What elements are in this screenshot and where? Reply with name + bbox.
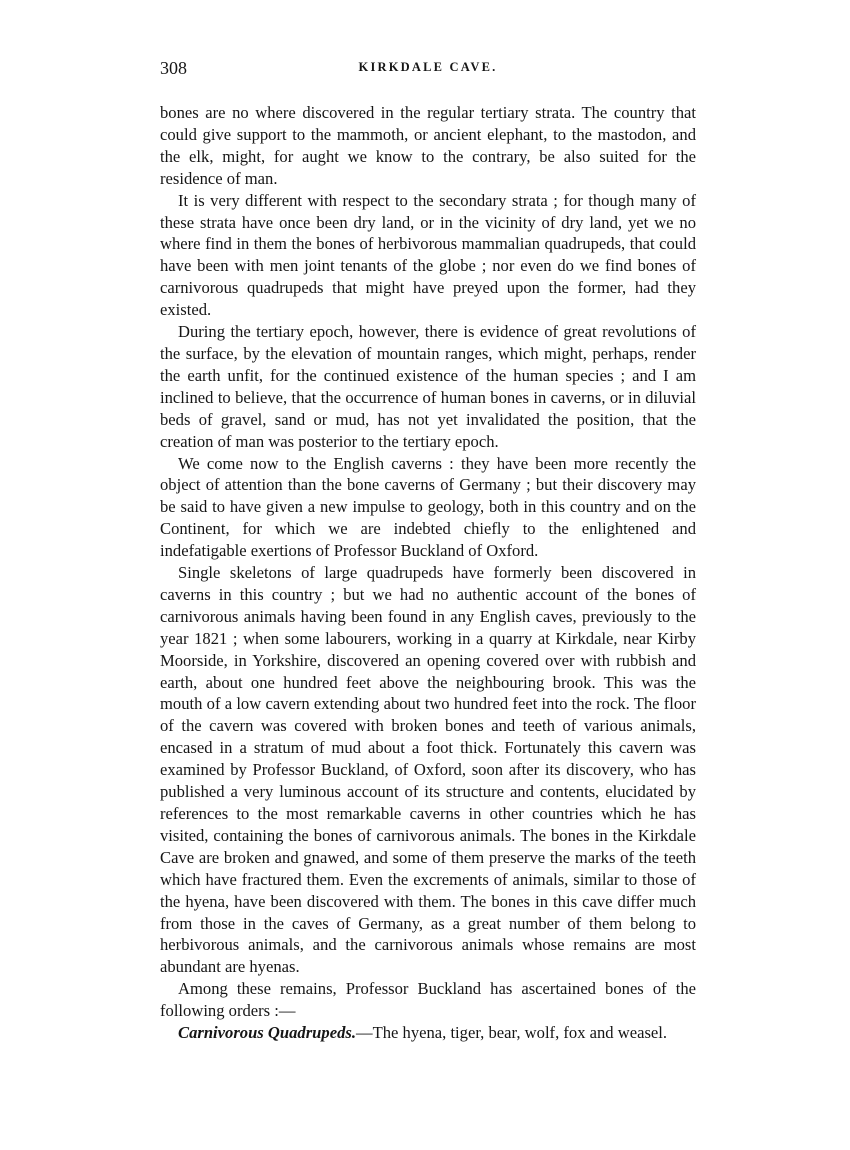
section-heading: Carnivorous Quadrupeds. xyxy=(178,1023,356,1043)
final-paragraph-text: —The hyena, tiger, bear, wolf, fox and weasel. xyxy=(355,1023,668,1043)
book-page xyxy=(160,58,696,1044)
page-header xyxy=(160,58,696,88)
paragraph: We come now to the English caverns : they have been more recently the object of attention than the bone caverns of Germany ; but their discovery may be said to have given a new impulse to geology, both in this country and on the Continent, for which we are indebted chiefly to the enlightened and indefatigable exertions of Professor Buckland of Oxford. xyxy=(160,453,696,561)
paragraph: During the tertiary epoch, however, there is evidence of great revolutions of the surface, by the elevation of mountain ranges, which might, perhaps, render the earth unfit, for the continued existence of the human species ; and I am inclined to believe, that the occurrence of human bones in caverns, or in diluvial beds of gravel, sand or mud, has not yet invalidated the position, that the creation of man was posterior to the tertiary epoch. xyxy=(160,322,696,451)
paragraph: Single skeletons of large quadrupeds have formerly been discovered in caverns in this country ; but we had no authentic account of the bones of carnivorous animals having been found in any English caves, previously to the year 1821 ; when some labourers, working in a quarry at Kirkdale, near Kirby Moorside, in Yorkshire, discovered an opening covered over with rubbish and earth, about one hundred feet above the neighbouring brook. This was the mouth of a low cavern extending about two hundred feet into the rock. The floor of the cavern was covered with broken bones and teeth of various animals, encased in a stratum of mud about a foot thick. Fortunately this cavern was examined by Professor Buckland, of Oxford, soon after its discovery, who has published a very luminous account of its structure and contents, elucidated by references to the most remarkable caverns in other countries which he has visited, containing the bones of carnivorous animals. The bones in the Kirkdale Cave are broken and gnawed, and some of them preserve the marks of the teeth which have fractured them. Even the excrements of animals, similar to those of the hyena, have been discovered with them. The bones in this cave differ much from those in the caves of Germany, as a great number of them belong to herbivorous animals, and the carnivorous animals whose remains are most abundant are hyenas. xyxy=(160,563,696,977)
paragraph: Among these remains, Professor Buckland has ascertained bones of the following orders :— xyxy=(160,979,696,1021)
final-paragraph xyxy=(160,1022,696,1044)
paragraph: It is very different with respect to the secondary strata ; for though many of these strata have once been dry land, or in the vicinity of dry land, yet we no where find in them the bones of herbivorous mammalian quadrupeds, that could have been with men joint tenants of the globe ; nor even do we find bones of carnivorous quadrupeds that might have preyed upon the former, had they existed. xyxy=(160,190,696,320)
page-number: 308 xyxy=(160,58,187,78)
running-head: KIRKDALE CAVE. xyxy=(358,60,498,74)
paragraph: bones are no where discovered in the regular tertiary strata. The country that could give support to the mammoth, or ancient elephant, to the mastodon, and the elk, might, for aught we know to the contrary, be also suited for the residence of man. xyxy=(160,103,696,188)
body-text xyxy=(160,102,696,1044)
